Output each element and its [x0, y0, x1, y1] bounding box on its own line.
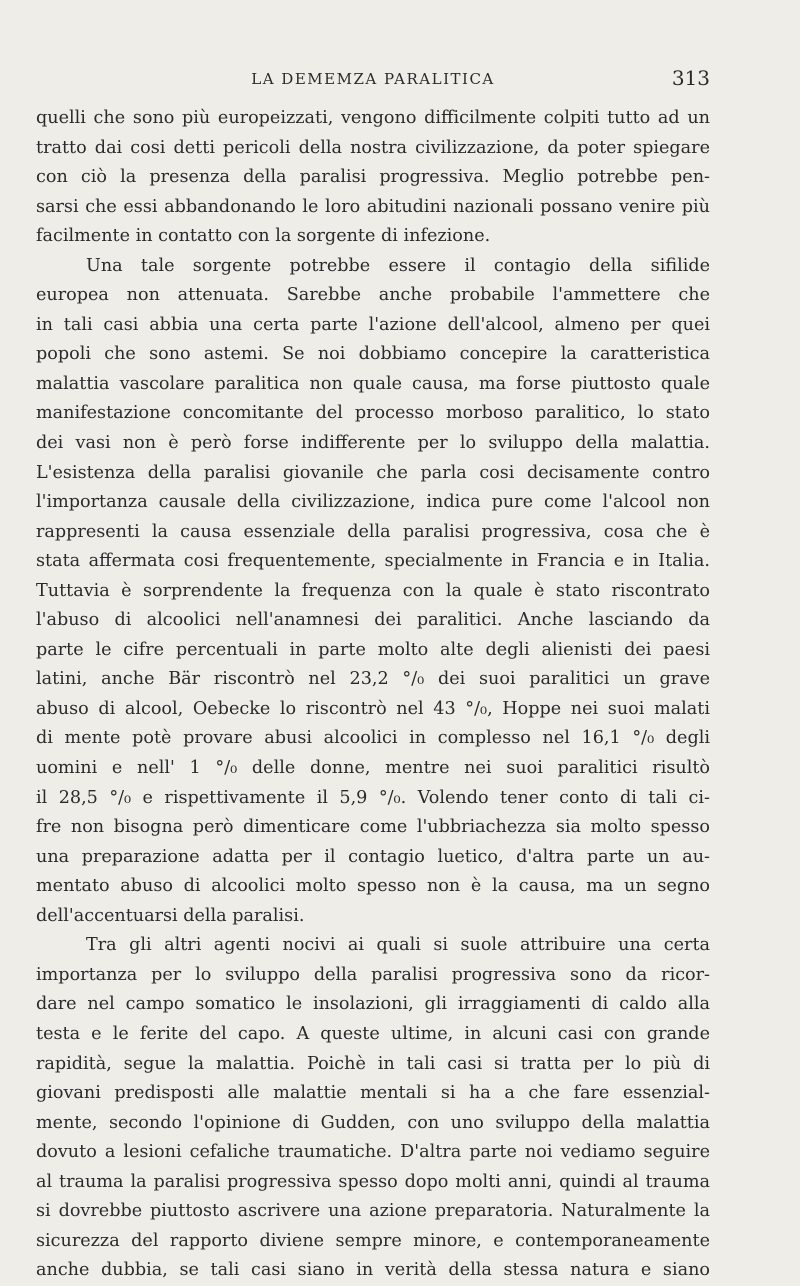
paragraph-start-line: Tra gli altri agenti nocivi ai quali si suole attribuire una certa	[86, 935, 710, 956]
text-line: al trauma la paralisi progressiva spesso dopo molti anni, quindi al trauma	[36, 1171, 710, 1192]
text-line: parte le cifre percentuali in parte molto alte degli alienisti dei paesi	[36, 639, 710, 660]
page-number: 313	[671, 66, 710, 90]
text-line: in tali casi abbia una certa parte l'azione dell'alcool, almeno per quei	[36, 314, 710, 335]
text-line: fre non bisogna però dimenticare come l'ubbriachezza sia molto spesso	[36, 817, 710, 838]
text-line: uomini e nell' 1 °/₀ delle donne, mentre nei suoi paralitici risultò	[36, 758, 710, 779]
text-line: con ciò la presenza della paralisi progressiva. Meglio potrebbe pen-	[36, 167, 710, 188]
text-line: quelli che sono più europeizzati, vengono difficilmente colpiti tutto ad un	[36, 108, 710, 128]
text-line: sarsi che essi abbandonando le loro abitudini nazionali possano venire più	[36, 196, 710, 217]
page-header	[36, 66, 710, 96]
text-line: il 28,5 °/₀ e rispettivamente il 5,9 °/₀. Volendo tener conto di tali ci-	[36, 787, 710, 808]
text-line: l'importanza causale della civilizzazione, indica pure come l'alcool non	[36, 492, 710, 513]
text-line: popoli che sono astemi. Se noi dobbiamo concepire la caratteristica	[36, 344, 710, 365]
text-line: dare nel campo somatico le insolazioni, gli irraggiamenti di caldo alla	[36, 994, 710, 1015]
text-line: tratto dai cosi detti pericoli della nostra civilizzazione, da poter spiegare	[36, 137, 710, 158]
text-line: di mente potè provare abusi alcoolici in complesso nel 16,1 °/₀ degli	[36, 728, 710, 749]
text-line: europea non attenuata. Sarebbe anche probabile l'ammettere che	[36, 285, 710, 306]
text-line: giovani predisposti alle malattie mentali si ha a che fare essenzial-	[36, 1083, 710, 1104]
text-line: dovuto a lesioni cefaliche traumatiche. D'altra parte noi vediamo seguire	[36, 1142, 710, 1163]
text-line: si dovrebbe piuttosto ascrivere una azione preparatoria. Naturalmente la	[36, 1201, 710, 1222]
paragraph-start-line: Una tale sorgente potrebbe essere il contagio della sifilide	[86, 255, 710, 276]
text-line: abuso di alcool, Oebecke lo riscontrò nel 43 °/₀, Hoppe nei suoi malati	[36, 698, 710, 719]
text-line: stata affermata cosi frequentemente, specialmente in Francia e in Italia.	[36, 551, 710, 572]
text-line: una preparazione adatta per il contagio luetico, d'altra parte un au-	[36, 846, 710, 867]
text-line: malattia vascolare paralitica non quale causa, ma forse piuttosto quale	[36, 373, 710, 394]
text-line: anche dubbia, se tali casi siano in verità della stessa natura e siano	[36, 1260, 710, 1281]
text-line: importanza per lo sviluppo della paralisi progressiva sono da ricor-	[36, 964, 710, 985]
text-line: mente, secondo l'opinione di Gudden, con uno sviluppo della malattia	[36, 1112, 710, 1133]
text-line: mentato abuso di alcoolici molto spesso non è la causa, ma un segno	[36, 876, 710, 897]
text-line: rappresenti la causa essenziale della paralisi progressiva, cosa che è	[36, 521, 710, 542]
text-line: dell'accentuarsi della paralisi.	[36, 905, 305, 926]
text-line: L'esistenza della paralisi giovanile che parla cosi decisamente contro	[36, 462, 710, 483]
text-line: l'abuso di alcoolici nell'anamnesi dei paralitici. Anche lasciando da	[36, 610, 710, 631]
body-text	[36, 104, 710, 1286]
text-line: manifestazione concomitante del processo morboso paralitico, lo stato	[36, 403, 710, 424]
text-line: latini, anche Bär riscontrò nel 23,2 °/₀ dei suoi paralitici un grave	[36, 669, 710, 690]
text-line: Tuttavia è sorprendente la frequenza con la quale è stato riscontrato	[36, 580, 710, 601]
running-title: LA DEMEMZA PARALITICA	[251, 70, 495, 88]
text-line: rapidità, segue la malattia. Poichè in tali casi si tratta per lo più di	[36, 1053, 710, 1074]
text-line: dei vasi non è però forse indifferente per lo sviluppo della malattia.	[36, 433, 710, 454]
text-line: facilmente in contatto con la sorgente di infezione.	[36, 226, 491, 247]
text-line: testa e le ferite del capo. A queste ultime, in alcuni casi con grande	[36, 1023, 710, 1044]
text-line: sicurezza del rapporto diviene sempre minore, e contemporaneamente	[36, 1230, 710, 1251]
